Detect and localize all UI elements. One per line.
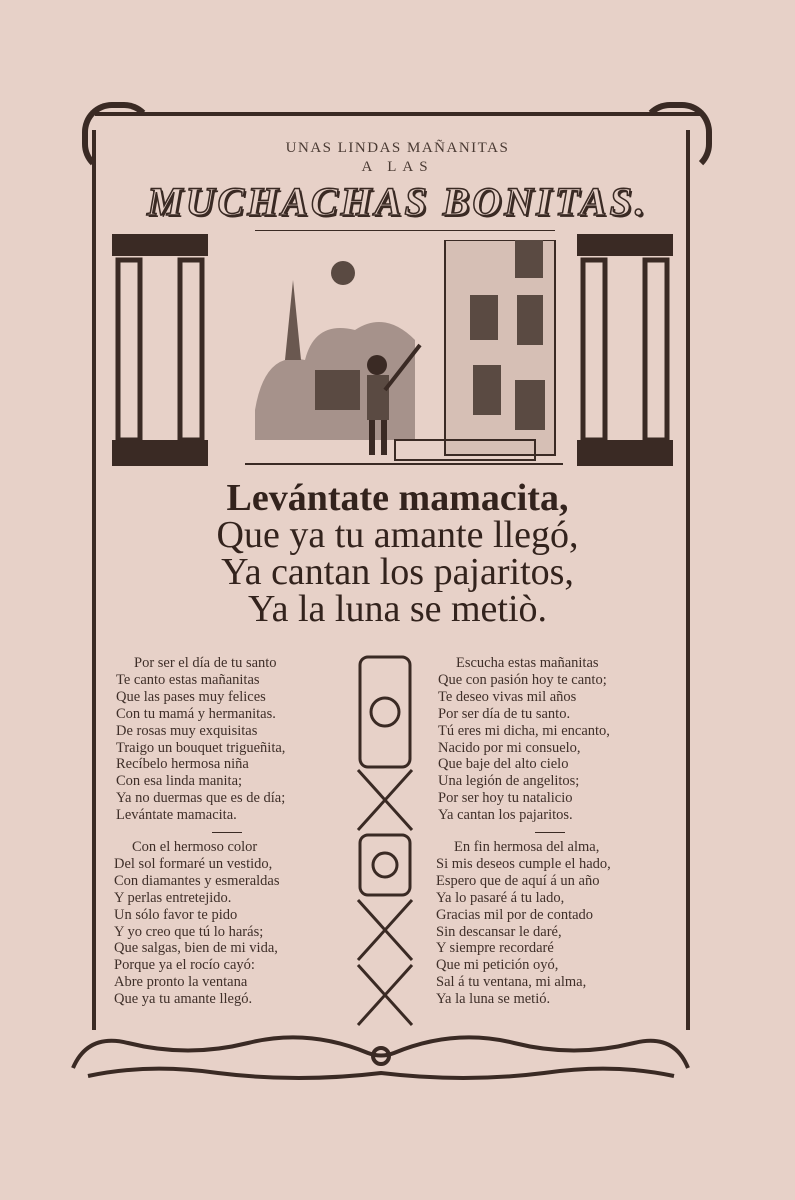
title-rule — [255, 230, 555, 231]
verse-line: Que baje del alto cielo — [438, 756, 569, 773]
verse-line: Espero que de aquí á un año — [436, 872, 600, 889]
bottom-scroll-ornament — [68, 1028, 694, 1083]
stanza-right-bottom — [436, 839, 611, 1008]
verse-line: Por ser hoy tu natalicio — [438, 790, 573, 807]
headline-line-1: Levántate mamacita, — [226, 477, 569, 519]
title-line-1: UNAS LINDAS MAÑANITAS — [285, 140, 510, 156]
verse-line: Sin descansar le daré, — [436, 923, 562, 940]
right-column-ornament — [575, 230, 675, 468]
verse-line: Levántate mamacita. — [116, 807, 237, 824]
headline — [0, 477, 795, 630]
verse-line: Por ser día de tu santo. — [438, 705, 571, 722]
left-column-ornament — [110, 230, 210, 468]
verse-line: Una legión de angelitos; — [438, 773, 580, 790]
verse-line: Que ya tu amante llegó. — [114, 991, 253, 1008]
verse-line: Escucha estas mañanitas — [456, 655, 599, 671]
verse-line: Porque ya el rocío cayó: — [114, 957, 255, 974]
verse-line: Con tu mamá y hermanitas. — [116, 705, 276, 722]
verse-line: Ya lo pasaré á tu lado, — [436, 889, 565, 906]
verse-line: Y yo creo que tú lo harás; — [114, 923, 264, 940]
headline-line-4: Ya la luna se metiò. — [247, 588, 548, 630]
stanza-divider-left — [212, 832, 242, 833]
verse-line: Ya cantan los pajaritos. — [438, 807, 573, 824]
headline-line-3: Ya cantan los pajaritos, — [221, 551, 574, 593]
verse-line: Nacido por mi consuelo, — [438, 739, 581, 756]
moon-icon — [331, 261, 355, 285]
verse-line: De rosas muy exquisitas — [116, 722, 258, 739]
verse-line: Con esa linda manita; — [116, 773, 243, 790]
verse-line: Sal á tu ventana, mi alma, — [436, 974, 587, 991]
verse-line: Que con pasión hoy te canto; — [438, 671, 607, 688]
verse-line: Del sol formaré un vestido, — [114, 855, 273, 872]
verse-line: En fin hermosa del alma, — [454, 839, 600, 855]
verse-line: Tú eres mi dicha, mi encanto, — [438, 722, 610, 739]
stanza-right-top — [438, 655, 610, 824]
serenade-woodcut-illustration — [245, 240, 563, 466]
verse-line: Que mi petición oyó, — [436, 957, 559, 974]
verse-line: Con diamantes y esmeraldas — [114, 872, 280, 889]
verse-line: Abre pronto la ventana — [114, 974, 248, 991]
verse-line: Ya la luna se metió. — [436, 991, 551, 1008]
main-title: MUCHACHAS BONITAS. — [147, 179, 648, 224]
verse-line: Por ser el día de tu santo — [134, 655, 277, 671]
headline-line-2: Que ya tu amante llegó, — [216, 514, 579, 556]
stanza-left-bottom — [114, 839, 280, 1008]
verse-line: Recíbelo hermosa niña — [116, 756, 249, 773]
verse-line: Te canto estas mañanitas — [116, 671, 260, 688]
center-column-ornament — [352, 655, 418, 1027]
stanza-left-top — [116, 655, 285, 824]
verse-line: Te deseo vivas mil años — [438, 688, 577, 705]
verse-line: Traigo un bouquet trigueñita, — [116, 739, 286, 756]
verse-line: Gracias mil por de contado — [436, 906, 594, 923]
verse-line: Y siempre recordaré — [436, 940, 554, 957]
frame-top-border — [95, 112, 700, 116]
verse-line: Ya no duermas que es de día; — [116, 790, 286, 807]
verse-line: Que las pases muy felices — [116, 688, 266, 705]
verse-line: Con el hermoso color — [132, 839, 258, 855]
verse-line: Y perlas entretejido. — [114, 889, 232, 906]
verse-line: Un sólo favor te pido — [114, 906, 238, 923]
stanza-divider-right — [535, 832, 565, 833]
title-line-2: A LAS — [361, 159, 434, 175]
verse-line: Que salgas, bien de mi vida, — [114, 940, 278, 957]
verse-line: Si mis deseos cumple el hado, — [436, 855, 611, 872]
